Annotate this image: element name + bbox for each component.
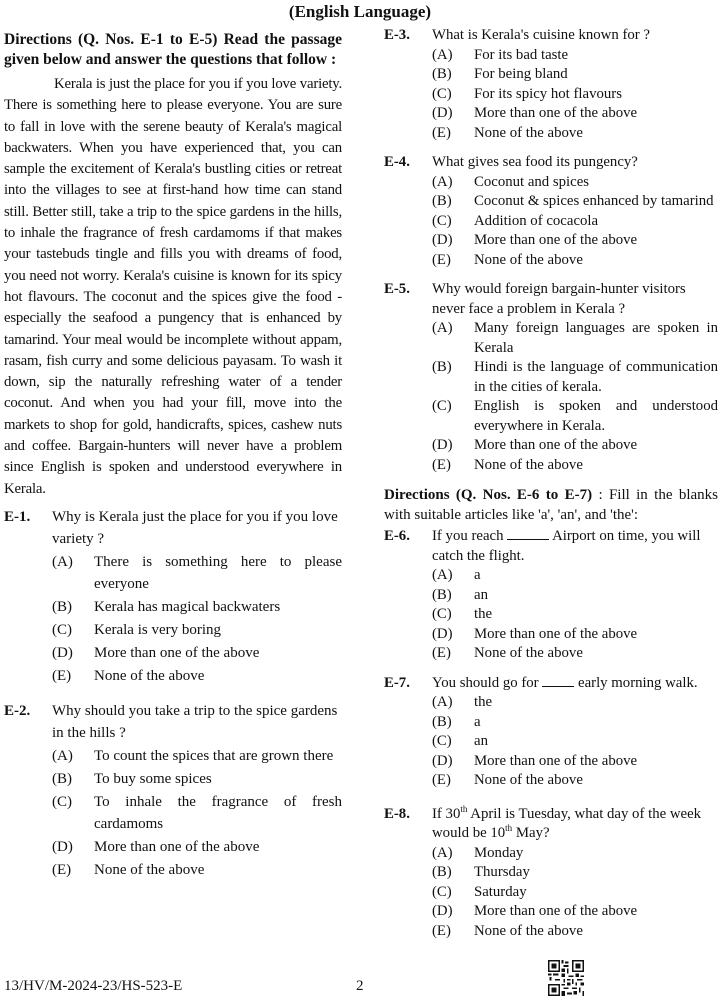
question-text: What gives sea food its pungency? [432,154,638,170]
option-label: (D) [52,838,73,855]
option-b [432,358,718,397]
option-label: (E) [432,124,451,141]
question-text-part: May? [512,825,550,841]
option-text: Monday [474,844,524,861]
question-text: Why is Kerala just the place for you if you love variety ? [52,508,338,547]
option-d [432,231,718,251]
option-label: (C) [432,606,452,622]
option-c [432,883,718,903]
option-e [432,251,718,271]
question-text-part: early morning walk. [574,674,698,691]
question-text-part: Airport on time, you will catch the flight. [432,528,701,564]
question-e5 [384,280,718,475]
option-c [52,619,342,641]
option-label: (C) [52,793,72,810]
option-c [432,605,718,625]
option-label: (A) [52,747,73,764]
option-d [432,625,718,645]
option-text: English is spoken and understood everywhere in Kerala. [474,398,718,434]
question-text [432,674,718,694]
option-text: None of the above [94,861,205,878]
directions-label: Directions (Q. Nos. E-6 to E-7) [384,487,593,503]
ordinal-suffix: th [505,823,513,834]
option-label: (E) [432,772,451,788]
directions-text: : Fill in the blanks with suitable articles like 'a', 'an', and 'the': [384,487,718,523]
option-e [432,922,718,942]
option-d [432,752,718,772]
option-label: (A) [432,320,453,336]
option-d [432,436,718,456]
question-e2 [4,700,342,882]
option-label: (B) [432,586,452,603]
question-number: E-8. [384,805,410,822]
option-text: More than one of the above [474,437,638,453]
option-b [432,586,718,606]
option-text: Thursday [474,864,530,880]
option-text: More than one of the above [94,838,260,855]
option-a [432,173,718,193]
left-column [4,30,342,882]
option-label: (C) [432,883,452,900]
option-label: (B) [432,359,452,375]
option-label: (C) [432,398,452,414]
option-b [52,596,342,618]
option-label: (D) [432,752,453,769]
option-label: (A) [432,567,453,583]
page-title: (English Language) [288,2,432,21]
option-d [432,902,718,922]
option-label: (B) [432,713,452,730]
option-c [432,212,718,232]
question-number: E-3. [384,27,410,43]
option-b [432,863,718,883]
option-e [432,644,718,664]
directions-fill-blanks [384,485,718,525]
option-a [432,693,718,713]
option-label: (E) [432,922,451,939]
question-number: E-4. [384,154,410,170]
option-text: a [474,713,481,730]
option-text: None of the above [474,251,583,268]
option-text: None of the above [474,645,583,661]
option-label: (B) [432,66,452,82]
option-text: For its spicy hot flavours [474,85,622,102]
option-text: Coconut and spices [474,173,590,190]
option-text: Hindi is the language of communication in the cities of kerala. [474,359,718,395]
option-label: (D) [432,625,453,642]
option-label: (D) [432,903,453,919]
option-e [432,124,718,144]
option-a [432,566,718,586]
option-label: (B) [432,193,452,209]
option-b [432,65,718,85]
option-text: None of the above [474,922,583,939]
option-text: an [474,733,488,749]
question-e6 [384,527,718,664]
question-number: E-7. [384,674,410,691]
option-text: For being bland [474,66,568,82]
option-text: To buy some spices [94,770,212,787]
option-text: None of the above [94,667,205,684]
option-e [52,859,342,881]
question-e8 [384,805,718,942]
option-label: (A) [432,694,453,710]
option-label: (E) [432,251,451,268]
option-label: (D) [432,105,453,121]
option-c [432,397,718,436]
option-text: Many foreign languages are spoken in Kerala [474,320,718,356]
document-code: 13/HV/M-2024-23/HS-523-E [4,978,183,994]
option-label: (C) [432,733,452,749]
option-label: (E) [52,861,72,878]
option-label: (E) [52,667,72,684]
question-text-part: If you reach [432,528,508,544]
option-text: an [474,586,488,603]
reading-passage: Kerala is just the place for you if you love variety. There is something here to please everyone. You are sure to fall in love with the serene beauty of Kerala's magical backwaters. When you have experienced that, you can sample the excitement of Kerala's bustling cities or retreat into the villages to see at first-hand how time can stand still. Better still, take a trip to the spice gardens in the hills, to inhale the fragrance of fresh cardamoms if that makes your tastebuds tingle and fills you with dreams of food, you need not worry. Kerala's cuisine is known for its spicy hot flavours. The coconut and the spices give the food - especially the seafood a pungency that is enhanced by tamarind. Your meal would be incomplete without appam, rasam, fish curry and some delicious payasam. To wash it down, sip the naturally refreshing water of a tender coconut. And when you had your fill, move into the markets to shop for gold, handicrafts, spices, cashew nuts and coffee. Bargain-hunters will never have a problem since English is spoken and understood everywhere in Kerala. [4,76,342,497]
question-text-part: If 30 [432,805,461,822]
right-column [384,26,718,941]
option-text: None of the above [474,772,583,788]
question-number: E-5. [384,281,410,297]
option-text: Kerala has magical backwaters [94,598,281,615]
option-text: More than one of the above [474,625,638,642]
option-text: To count the spices that are grown there [94,747,334,764]
option-text: None of the above [474,124,583,141]
option-c [52,791,342,835]
option-label: (C) [52,621,72,638]
ordinal-suffix: th [460,803,468,814]
option-b [432,713,718,733]
question-text: Why would foreign bargain-hunter visitors never face a problem in Kerala ? [432,281,686,317]
question-number: E-1. [4,508,31,525]
question-text: Why should you take a trip to the spice gardens in the hills ? [52,702,338,741]
option-text: the [474,606,493,622]
option-text: More than one of the above [474,105,638,121]
option-label: (D) [52,644,73,661]
option-label: (B) [52,770,72,787]
option-b [432,192,718,212]
page-number: 2 [356,978,364,994]
option-label: (E) [432,456,451,473]
blank-line [542,685,574,687]
blank-line [507,538,549,540]
option-d [52,836,342,858]
option-label: (B) [52,598,72,615]
question-text: What is Kerala's cuisine known for ? [432,27,650,43]
question-e3 [384,26,718,143]
question-text-part: You should go for [432,674,543,691]
option-label: (A) [432,173,453,190]
option-b [52,768,342,790]
directions-passage: Directions (Q. Nos. E-1 to E-5) Read the passage given below and answer the questions that follow : [4,31,342,68]
option-label: (E) [432,645,451,661]
option-text: the [474,694,493,710]
option-label: (C) [432,212,452,229]
option-a [52,745,342,767]
option-text: Saturday [474,883,527,900]
option-text: More than one of the above [94,644,260,661]
option-text: More than one of the above [474,903,638,919]
option-a [432,844,718,864]
option-text: Coconut & spices enhanced by tamarind [474,193,714,209]
option-label: (A) [52,553,73,570]
option-label: (C) [432,85,452,102]
option-e [52,665,342,687]
option-text: Addition of cocacola [474,212,599,229]
option-label: (A) [432,844,453,861]
option-text: There is something here to please everyone [94,553,342,592]
option-label: (D) [432,232,453,248]
question-e1 [4,506,342,688]
option-d [52,642,342,664]
question-e4 [384,153,718,270]
question-text-part: April is Tuesday, what day of the week would be 10 [432,805,702,841]
option-text: Kerala is very boring [94,621,222,638]
option-a [432,46,718,66]
option-c [432,732,718,752]
option-a [52,551,342,595]
question-text [432,805,718,844]
option-a [432,319,718,358]
option-text: None of the above [474,456,583,473]
option-label: (A) [432,46,453,63]
option-c [432,85,718,105]
option-e [432,456,718,476]
question-number: E-6. [384,528,410,544]
option-text: To inhale the fragrance of fresh cardamoms [94,793,342,832]
question-e7 [384,674,718,791]
option-text: For its bad taste [474,46,569,63]
option-label: (B) [432,864,452,880]
question-number: E-2. [4,702,31,719]
option-text: More than one of the above [474,752,638,769]
option-text: a [474,567,481,583]
option-d [432,104,718,124]
question-text [432,527,718,566]
option-text: More than one of the above [474,232,638,248]
option-e [432,771,718,791]
option-label: (D) [432,437,453,453]
qr-code-icon [548,960,584,996]
